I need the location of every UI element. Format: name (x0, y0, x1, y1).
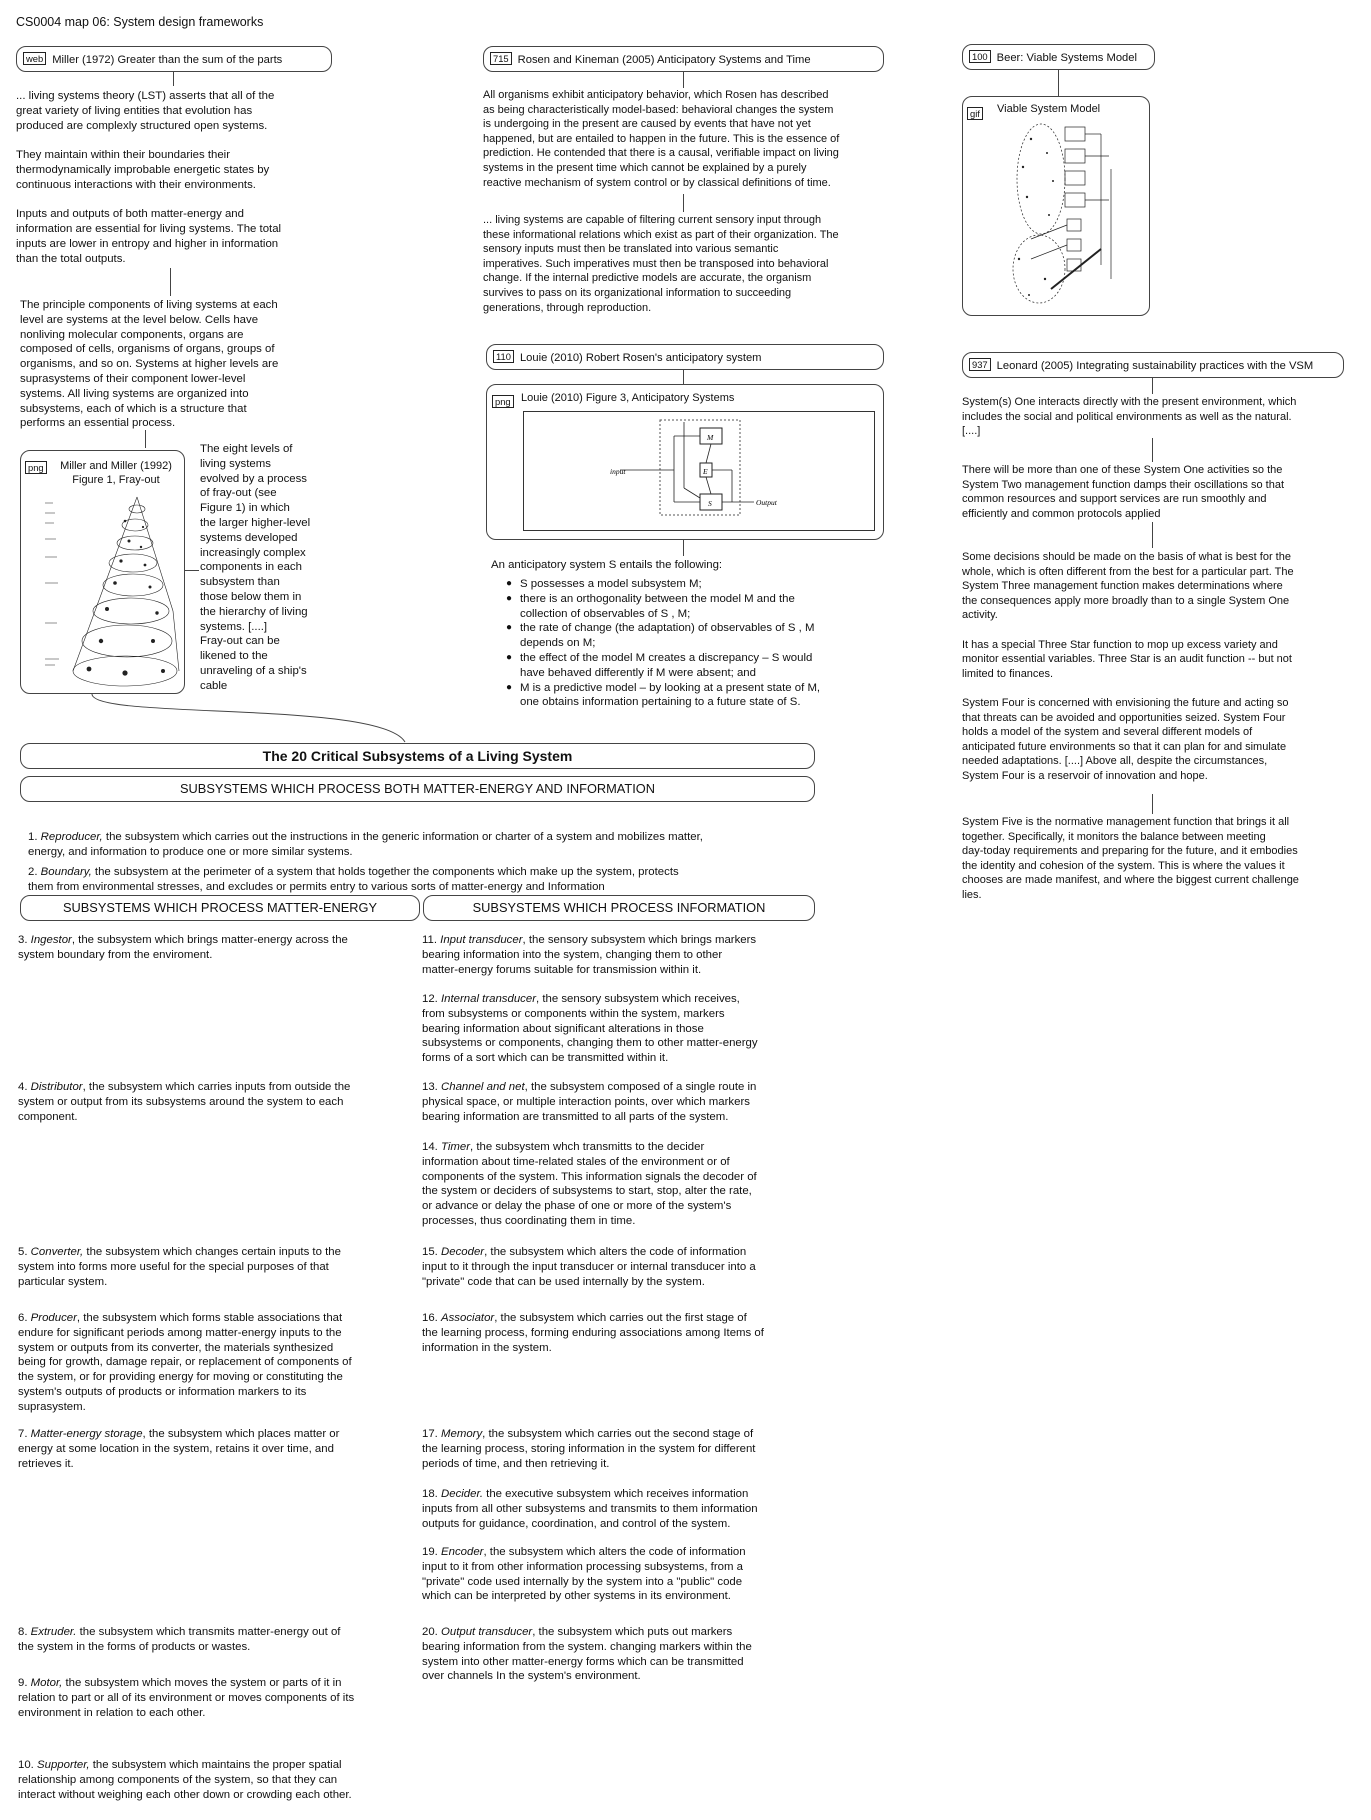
information-header: SUBSYSTEMS WHICH PROCESS INFORMATION (423, 895, 815, 921)
subsystem-11: 11. Input transducer, the sensory subsystem which brings markers bearing information into the system, changing them to other matter-energy forums suitable for transmission within it. (422, 934, 757, 976)
subsystem-20: 20. Output transducer, the subsystem which puts out markers bearing information from the system. changing markers within the system into other matter-energy forms which can be transmitted over channels In the system's environment. (422, 1626, 752, 1683)
louie-node-title: Louie (2010) Robert Rosen's anticipatory system (519, 352, 762, 364)
louie-fig-frame (523, 411, 875, 531)
connector (1152, 794, 1153, 814)
miller-text-1: ... living systems theory (LST) asserts that all of the great variety of living entities that evolution has produced are complexly structured open systems. They maintain within their boundaries their thermodynamically improbable energetic states by continuous interactions with their environments. Inputs and outputs of both matter-energy and information are essential for living systems. The total inputs are lower in entropy and higher in information than the total outputs. (16, 90, 282, 265)
miller-fig-title: Miller and Miller (1992) Figure 1, Fray-out (60, 460, 172, 486)
beer-fig-title: Viable System Model (997, 103, 1101, 115)
connector (683, 194, 684, 212)
louie-node[interactable] (486, 344, 884, 370)
louie-bullets (502, 577, 900, 710)
937-tag: 937 (969, 358, 991, 371)
110-tag: 110 (493, 350, 514, 363)
subsystem-14: 14. Timer, the subsystem whch transmitts to the decider information about time-related stales of the environment or of components of the system. This information signals the decoder of the system or deciders of subsystems to start, stop, alter the rate, or advance or delay the phase of one or more of the system's processes, thus coordinating them in time. (422, 1141, 757, 1227)
100-tag: 100 (969, 50, 991, 63)
beer-node[interactable] (962, 44, 1155, 70)
png-tag: png (25, 461, 47, 474)
rosen-text-1: All organisms exhibit anticipatory behavior, which Rosen has described as being characteristically model-based: behavioral changes the system is undergoing in the present are caused by events that have not yet happened, but are entailed to happen in the future. This is the essence of prediction. He contended that there is a causal, verifiable impact on living systems in the present time which cannot be explained by a purely reactive mechanism of system control or by classical definitions of time. (483, 89, 840, 189)
subsystem-19: 19. Encoder, the subsystem which alters the code of information input to it from other information processing subsystems, from a "private" code used internally by the system into a "public" code which can be interpreted by other systems in its environment. (422, 1546, 746, 1603)
gif-tag: gif (967, 107, 983, 120)
rosen-node[interactable] (483, 46, 884, 72)
bullet-item: ● the rate of change (the adaptation) of observables of S , M depends on M; (520, 621, 900, 651)
fray-out-text: The eight levels of living systems evolved by a process of fray-out (see Figure 1) in which the larger higher-level systems developed increasingly complex components in each subsystem than those below them in the hierarchy of living systems. [....] Fray-out can be likened to the unraveling of a ship's cable (200, 443, 311, 692)
subsystems-title: The 20 Critical Subsystems of a Living System (20, 743, 815, 769)
leonard-text-3: Some decisions should be made on the basis of what is best for the whole, which is often different from the best for a particular part. The System Three management function makes determinations where the consequences apply more broadly than to a single System One activity. It has a special Three Star function to mop up excess variety and monitor essential variables. Three Star is an audit function -- but not limited to finances. System Four is concerned with envisioning the future and acting so that threats can be avoided and opportunities seized. System Four holds a model of the system and several different models of anticipated future environments so that it can plan for and simulate needed adaptations. [....] Above all, despite the circumstances, System Four is a reservoir of innovation and hope. (962, 551, 1294, 782)
connector (1152, 438, 1153, 462)
anticipatory-diagram (524, 412, 874, 530)
beer-node-title: Beer: Viable Systems Model (996, 52, 1137, 64)
connector (683, 370, 684, 384)
rosen-node-title: Rosen and Kineman (2005) Anticipatory Systems and Time (517, 54, 811, 66)
subsystem-16: 16. Associator, the subsystem which carries out the first stage of the learning process, forming enduring associations among Items of information in the system. (422, 1312, 764, 1354)
bullet-item: ● S possesses a model subsystem M; (520, 577, 900, 592)
miller-text-2: The principle components of living systems at each level are systems at the level below. Cells have nonliving molecular components, organs are composed of cells, organisms of organs, groups of organisms, and so on. Systems at higher levels are suprasystems of their component lower-level systems. All living systems are organized into subsystems, each of which is a structure that performs an essential process. (20, 299, 279, 430)
louie-fig-box[interactable] (486, 384, 884, 540)
leonard-text-4: System Five is the normative management function that brings it all together. Specifically, it monitors the balance between meeting day-today requirements and preparing for the future, and it embodies the identity and cohesion of the system. This is where the values it chooses are made manifest, and where the biggest current challenge lies. (962, 816, 1299, 901)
subsystem-13: 13. Channel and net, the subsystem composed of a single route in physical space, or multiple interaction points, over which markers bearing information are transmitted to all parts of the system. (422, 1081, 757, 1123)
subsystem-2: 2. Boundary, the subsystem at the perimeter of a system that holds together the components which make up the system, protects them from environmental stresses, and excludes or permits entry to various sorts of matter-energy and Information (28, 865, 679, 893)
rosen-text-2: ... living systems are capable of filtering current sensory input through these informational relations which exist as part of their organization. The sensory inputs must then be translated into various semantic imperatives. Such imperatives must then be transposed into behavioral change. If the internal predictive models are accurate, the organism survives to pass on its organizational information to succeeding generations, through reproduction. (483, 214, 839, 314)
subsystem-15: 15. Decoder, the subsystem which alters the code of information input to it through the input transducer or internal transducer into a "private" code that can be used internally by the system. (422, 1246, 756, 1288)
subsystem-9: 9. Motor, the subsystem which moves the system or parts of it in relation to part or all of its environment or moves components of its environment in relation to each other. (18, 1677, 355, 1719)
diagram-output-label: Output (756, 498, 777, 507)
diagram-e-label: E (703, 467, 708, 476)
subsystem-6: 6. Producer, the subsystem which forms stable associations that endure for significant periods among matter-energy inputs to the system or outputs from its converter, the materials synthesized being for growth, damage repair, or replacement of components of the system, or for providing energy for moving or constituting the system's outputs of products or information markers to its suprasystem. (18, 1312, 352, 1413)
leonard-node[interactable] (962, 352, 1344, 378)
louie-intro: An anticipatory system S entails the following: (491, 559, 723, 571)
web-tag: web (23, 52, 46, 65)
leonard-text-1: System(s) One interacts directly with the present environment, which includes the social and political environments as well as the natural. [....] (962, 396, 1297, 438)
connector (1058, 70, 1059, 96)
connector (1152, 522, 1153, 548)
both-header: SUBSYSTEMS WHICH PROCESS BOTH MATTER-ENERGY AND INFORMATION (20, 776, 815, 802)
subsystem-18: 18. Decider. the executive subsystem which receives information inputs from all other subsystems and transmits to them information outputs for guidance, coordination, and control of the system. (422, 1488, 758, 1530)
subsystem-1: 1. Reproducer, the subsystem which carries out the instructions in the generic information or charter of a system and mobilizes matter, energy, and information to produce one or more similar systems. (28, 830, 703, 858)
subsystem-12: 12. Internal transducer, the sensory subsystem which receives, from subsystems or components within the system, markers bearing information about significant alterations in those subsystems or components, changing them to other matter-energy forms of a sort which can be transmitted within it. (422, 993, 758, 1065)
715-tag: 715 (490, 52, 512, 65)
subsystem-8: 8. Extruder. the subsystem which transmits matter-energy out of the system in the forms of products or wastes. (18, 1626, 341, 1653)
subsystem-3: 3. Ingestor, the subsystem which brings matter-energy across the system boundary from the enviroment. (18, 934, 348, 961)
miller-node-title: Miller (1972) Greater than the sum of the parts (52, 54, 283, 66)
connector (1152, 378, 1153, 394)
subsystem-17: 17. Memory, the subsystem which carries out the second stage of the learning process, storing information in the system for different periods of time, and then retrieving it. (422, 1428, 756, 1470)
connector (683, 540, 684, 556)
page-title: CS0004 map 06: System design frameworks (16, 15, 264, 29)
leonard-text-2: There will be more than one of these System One activities so the System Two management function damps their oscillations so that common resources and support services are run smoothly and efficiently and common protocols applied (962, 464, 1285, 520)
connector (683, 72, 684, 88)
beer-fig-box[interactable] (962, 96, 1150, 316)
diagram-s-label: S (708, 499, 712, 508)
bullet-item: ● M is a predictive model – by looking at a present state of M, one obtains information pertaining to a future state of S. (520, 681, 900, 711)
louie-fig-title: Louie (2010) Figure 3, Anticipatory Systems (521, 392, 735, 404)
bullet-item: ● there is an orthogonality between the model M and the collection of observables of S , M; (520, 592, 900, 622)
diagram-m-label: M (707, 433, 714, 442)
subsystem-7: 7. Matter-energy storage, the subsystem which places matter or energy at some location in the system, retains it over time, and retrieves it. (18, 1428, 340, 1470)
diagram-input-label: input (610, 467, 626, 476)
subsystem-5: 5. Converter, the subsystem which changes certain inputs to the system into forms more useful for the special purposes of that particular system. (18, 1246, 341, 1288)
png-tag: png (492, 395, 514, 408)
subsystem-4: 4. Distributor, the subsystem which carries inputs from outside the system or output from its subsystems around the system to each component. (18, 1081, 351, 1123)
subsystem-10: 10. Supporter, the subsystem which maintains the proper spatial relationship among components of the system, so that they can interact without weighing each other down or crowding each other. (18, 1759, 352, 1801)
viable-system-model-figure (1001, 119, 1127, 311)
bullet-item: ● the effect of the model M creates a discrepancy – S would have behaved differently if M were absent; and (520, 651, 900, 681)
connector-curve (0, 0, 420, 760)
matter-energy-header: SUBSYSTEMS WHICH PROCESS MATTER-ENERGY (20, 895, 420, 921)
leonard-node-title: Leonard (2005) Integrating sustainability practices with the VSM (996, 360, 1314, 372)
